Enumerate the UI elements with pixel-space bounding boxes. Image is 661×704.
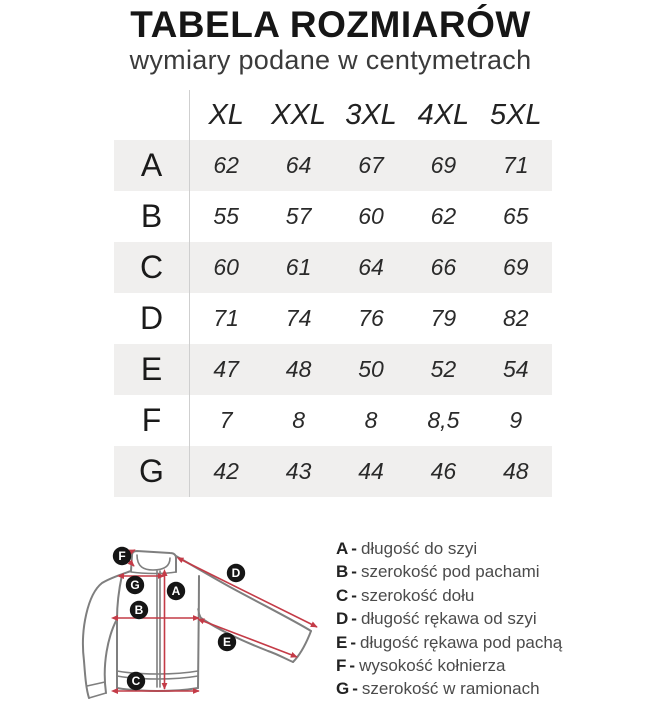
- legend-text: długość rękawa od szyi: [360, 609, 537, 629]
- legend-item-a: [336, 537, 658, 560]
- legend-text: szerokość w ramionach: [361, 679, 540, 699]
- legend-item-f: [336, 654, 658, 677]
- legend-letter: B: [336, 562, 349, 582]
- measure-line-e: [203, 621, 297, 657]
- cell-value: 46: [430, 458, 457, 484]
- page-header: [0, 4, 661, 74]
- cell-value: 50: [358, 356, 384, 382]
- legend-separator: -: [350, 632, 357, 652]
- legend-item-c: [336, 584, 658, 607]
- legend-separator: -: [351, 585, 357, 605]
- legend-letter: C: [336, 585, 349, 605]
- column-header-xl: XL: [208, 98, 244, 131]
- column-header-4xl: 4XL: [417, 98, 470, 131]
- cell-value: 52: [430, 356, 457, 382]
- marker-letter: C: [131, 674, 141, 689]
- measurement-legend: [336, 537, 658, 701]
- cell-value: 8: [292, 407, 305, 433]
- cell-value: 60: [213, 254, 239, 280]
- marker-letter: G: [130, 578, 140, 593]
- legend-letter: F: [336, 656, 347, 676]
- marker-letter: E: [222, 635, 232, 650]
- cell-value: 82: [503, 305, 529, 331]
- cell-value: 44: [358, 458, 384, 484]
- legend-text: wysokość kołnierza: [359, 656, 506, 676]
- cell-value: 74: [285, 305, 312, 331]
- measure-line-d: [182, 560, 317, 627]
- table-row-d: [114, 293, 552, 344]
- row-label: E: [114, 344, 190, 395]
- cell-value: 7: [219, 407, 233, 433]
- table-row-c: [114, 242, 552, 293]
- page-subtitle: wymiary podane w centymetrach: [129, 44, 532, 75]
- row-label: D: [114, 293, 190, 344]
- cell-value: 47: [213, 356, 239, 382]
- legend-text: długość do szyi: [360, 539, 478, 558]
- table-row-g: [114, 446, 552, 497]
- legend-letter: A: [336, 539, 349, 558]
- legend-letter: G: [336, 679, 350, 699]
- page-title: TABELA ROZMIARÓW: [130, 4, 531, 45]
- cell-value: 48: [503, 458, 529, 484]
- cell-value: 64: [358, 254, 384, 280]
- cell-value: 61: [285, 254, 312, 280]
- legend-letter: D: [336, 609, 349, 629]
- marker-c: [127, 672, 145, 690]
- cell-value: 64: [285, 152, 312, 178]
- legend-separator: -: [351, 539, 357, 558]
- legend-separator: -: [352, 679, 358, 699]
- cell-value: 69: [503, 254, 529, 280]
- cell-value: 60: [358, 203, 384, 229]
- legend-text: długość rękawa pod pachą: [360, 632, 563, 652]
- marker-letter: B: [134, 603, 144, 618]
- jacket-outline: [83, 551, 311, 698]
- table-row-e: [114, 344, 552, 395]
- table-header-row: [114, 90, 552, 140]
- cell-value: 65: [503, 203, 529, 229]
- cell-value: 55: [213, 203, 239, 229]
- marker-b: [130, 601, 148, 619]
- cell-value: 54: [503, 356, 529, 382]
- legend-item-b: [336, 560, 658, 583]
- marker-g: [126, 576, 144, 594]
- cell-value: 42: [213, 458, 239, 484]
- legend-separator: -: [351, 609, 357, 629]
- column-header-xxl: XXL: [271, 98, 326, 131]
- legend-item-e: [336, 631, 658, 654]
- cell-value: 62: [430, 203, 457, 229]
- table-row-a: [114, 140, 552, 191]
- marker-a: [167, 582, 185, 600]
- legend-text: szerokość pod pachami: [360, 562, 540, 582]
- corner-cell: [114, 90, 190, 140]
- table-row-f: [114, 395, 552, 446]
- cell-value: 66: [430, 254, 457, 280]
- marker-f: [113, 547, 131, 565]
- cell-value: 48: [285, 356, 312, 382]
- legend-separator: -: [349, 656, 356, 676]
- size-table: [114, 90, 552, 497]
- cell-value: 43: [285, 458, 312, 484]
- legend-separator: -: [351, 562, 357, 582]
- column-header-3xl: 3XL: [345, 98, 397, 131]
- cell-value: 62: [213, 152, 239, 178]
- legend-item-g: [336, 677, 658, 700]
- legend-letter: E: [336, 632, 348, 652]
- row-label: A: [114, 140, 190, 191]
- cell-value: 57: [285, 203, 312, 229]
- legend-item-d: [336, 607, 658, 630]
- cell-value: 69: [430, 152, 457, 178]
- cell-value: 8,5: [427, 407, 460, 433]
- measurement-lines: [117, 550, 317, 691]
- legend-text: szerokość dołu: [360, 585, 475, 605]
- marker-d: [227, 564, 245, 582]
- column-header-5xl: 5XL: [489, 98, 542, 131]
- row-label: G: [114, 446, 190, 497]
- cell-value: 8: [364, 407, 378, 433]
- cell-value: 71: [503, 152, 529, 178]
- row-label: F: [114, 395, 190, 446]
- marker-letter: A: [171, 584, 181, 599]
- cell-value: 76: [358, 305, 384, 331]
- cell-value: 67: [358, 152, 384, 178]
- cell-value: 71: [213, 305, 239, 331]
- cell-value: 9: [509, 407, 523, 433]
- row-label: B: [114, 191, 190, 242]
- table-row-b: [114, 191, 552, 242]
- marker-e: [218, 633, 236, 651]
- marker-letter: F: [118, 549, 126, 564]
- jacket-measurement-diagram: [30, 534, 340, 704]
- marker-letter: D: [231, 566, 241, 581]
- row-label: C: [114, 242, 190, 293]
- cell-value: 79: [430, 305, 457, 331]
